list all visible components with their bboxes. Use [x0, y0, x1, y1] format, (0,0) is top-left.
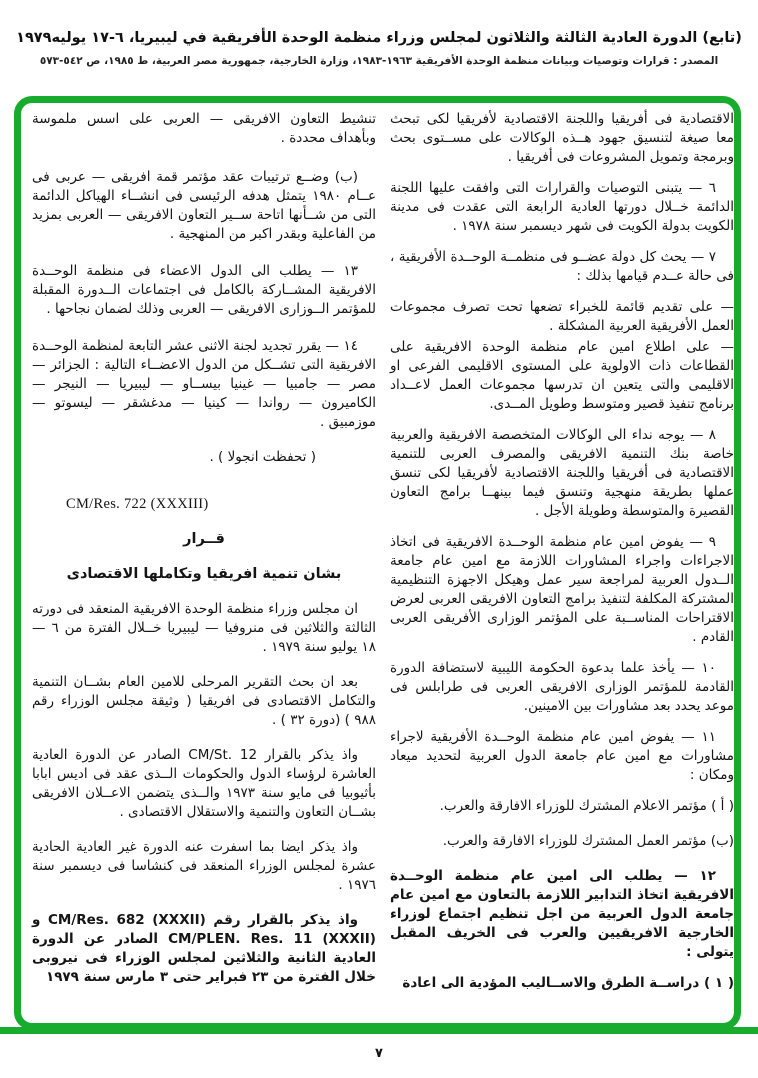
- paragraph: ( ١ ) دراســة الطرق والاســاليب المؤدية الى اعادة: [402, 975, 734, 991]
- header-source-line: المصدر : قرارات وتوصيات وبيانات منظمة الوحدة الأفريقية ١٩٦٣-١٩٨٣، وزارة الخارجية، جمهورية مصر العربية، ط ١٩٨٥، ص ٥٤٢-٥٧٣: [39, 55, 719, 67]
- left-text-column: [32, 110, 376, 999]
- paragraph: ١٢ — يطلب الى امين عام منظمة الوحــدة الافريقية اتخاذ التدابير اللازمة بالتعاون مع امين عام جامعة الدول العربية من اجل تنظيم اجتماع لوزراء الخارجية الافريقيين والعرب فى الخريف المقبل يتولى :: [390, 868, 734, 960]
- paragraph: واذ يذكر بالقرار رقم CM/Res. 682 (XXXII) و CM/PLEN. Res. 11 (XXXII) الصادر عن الدورة العادية الثانية والثلاثين لمجلس الوزراء فى نيروبى خلال الفترة من ٢٣ فبراير حتى ٣ مارس سنة ١٩٧٩: [32, 912, 376, 985]
- paragraph: (ب) وضــع ترتيبات عقد مؤتمر قمة افريقى — عربى فى عــام ١٩٨٠ يتمثل هدفه الرئيسى فى انشــاء الهياكل الدائمة التى من شــأنها اتاحة ســير التعاون الافريقى — العربى بمزيد من الفاعلية وبقدر اكبر من المنهجية .: [32, 169, 376, 242]
- paragraph: بعد ان بحث التقرير المرحلى للامين العام بشــان التنمية والتكامل الاقتصادى فى افريقيا ( وثيقة مجلس الوزراء رقم ٩٨٨ ) (دورة ٣٢ ) .: [32, 674, 376, 728]
- paragraph: — على تقديم قائمة للخبراء تضعها تحت تصرف مجموعات العمل الأفريقية العربية المشكلة .: [390, 299, 734, 334]
- paragraph: ١٠ — يأخذ علما بدعوة الحكومة الليبية لاستضافة الدورة القادمة للمؤتمر الوزارى الافريقى العربى فى طرابلس فى موعد يحدد بعد مشاورات بين الامينين.: [390, 660, 734, 714]
- page-header: [0, 30, 758, 67]
- list-item: ( أ ) مؤتمر الاعلام المشترك للوزراء الافارقة والعرب.: [439, 798, 734, 814]
- resolution-title: قــرار: [183, 531, 225, 547]
- header-session-title: (تابع) الدورة العادية الثالثة والثلاثون لمجلس وزراء منظمة الوحدة الأفريقية في ليبيريا، ٦-١٧ يوليه١٩٧٩: [16, 30, 742, 46]
- page-number: ٧: [375, 1046, 383, 1061]
- paragraph: — على اطلاع امين عام منظمة الوحدة الافريقية على القطاعات ذات الاولوية على المستوى الاقليمى الفرعى او الاقليمى والتى يتعين ان تدرسها مجموعات العمل لاعــداد برنامج تنفيذ قصير ومتوسط وطويل المــدى.: [390, 339, 734, 412]
- right-text-column: [390, 110, 734, 1005]
- paragraph: ٧ — يحث كل دولة عضــو فى منظمــة الوحــدة الأفريقية ، فى حالة عــدم قيامها بذلك :: [390, 249, 734, 284]
- paragraph: واذ يذكر بالقرار CM/St. 12 الصادر عن الدورة العادية العاشرة لرؤساء الدول والحكومات الــذى عقد فى اديس ابابا بأثيوبيا فى مايو سنة ١٩٧٣ والــذى يتضمن الاعــلان الافريقى بشــان التعاون والتنمية والاستقلال الاقتصادى .: [32, 747, 376, 820]
- list-item: (ب) مؤتمر العمل المشترك للوزراء الافارقة والعرب.: [442, 833, 734, 849]
- paragraph: ٩ — يفوض امين عام منظمة الوحــدة الافريقية فى اتخاذ الاجراءات واجراء المشاورات اللازمة مع امين عام جامعة الــدول العربية لمراجعة سير عمل وهيكل الاجهزة التنظيمية المشتركة المكلفة لتنفيذ برامج التعاون الافريقى العربى لعرض الاقتراحات المناســبة على المؤتمر الوزارى الأفريقى العربى القادم .: [390, 534, 734, 645]
- paragraph: ان مجلس وزراء منظمة الوحدة الافريقية المنعقد فى دورته الثالثة والثلاثين فى منروفيا — ليبيريا خــلال الفترة من ٦ — ١٨ يوليو سنة ١٩٧٩ .: [32, 601, 377, 655]
- resolution-number: CM/Res. 722 (XXXIII): [66, 496, 209, 512]
- bottom-green-rule: [0, 1027, 758, 1034]
- paragraph: ٨ — يوجه نداء الى الوكالات المتخصصة الافريقية والعربية خاصة بنك التنمية الافريقى والمصرف العربى للتنمية الاقتصادية فى أفريقيا واللجنة الاقتصادية لأفريقيا لكى تنسق عملها بطريقة منهجية وتنسق فيما بينهــا برامج التعاون القصيرة والمتوسطة وطويلة الأجل .: [390, 427, 734, 519]
- paragraph: ١١ — يفوض امين عام منظمة الوحــدة الأفريقية لاجراء مشاورات مع امين عام جامعة الدول العربية لتحديد ميعاد ومكان :: [390, 729, 734, 783]
- paragraph: واذ يذكر ايضا بما اسفرت عنه الدورة غير العادية الحادية عشرة لمجلس الوزراء المنعقد فى كنشاسا فى ديسمبر سنة ١٩٧٦ .: [32, 839, 376, 893]
- paragraph: الاقتصادية فى أفريقيا واللجنة الاقتصادية لأفريقيا لكى تبحث معا صيغة لتنسيق جهود هــذه الوكالات على مســتوى بحث وبرمجة وتمويل المشروعات فى أفريقيا .: [390, 111, 734, 165]
- paragraph: ٦ — يتبنى التوصيات والقرارات التى وافقت عليها اللجنة الدائمة خــلال دورتها العادية الرابعة التى عقدت فى مدينة الكويت بدولة الكويت فى شهر ديسمبر سنة ١٩٧٨ .: [390, 180, 734, 234]
- reservation-note: ( تحفظت انجولا ) .: [209, 449, 316, 465]
- paragraph: تنشيط التعاون الافريقى — العربى على اسس ملموسة وبأهداف محددة .: [32, 111, 376, 146]
- paragraph: ١٣ — يطلب الى الدول الاعضاء فى منظمة الوحــدة الافريقية المشــاركة بالكامل فى اجتماعات الــدورة المقبلة للمؤتمر الــوزارى الافريقى — العربى وذلك لضمان نجاحها .: [32, 263, 376, 317]
- resolution-subtitle: بشان تنمية افريقيا وتكاملها الاقتصادى: [66, 566, 342, 582]
- paragraph: ١٤ — يقرر تجديد لجنة الاثنى عشر التابعة لمنظمة الوحــدة الافريقية التى تشــكل من الدول الاعضــاء التالية : الجزائر — مصر — جامبيا — غينيا بيســاو — ليبيريا — النيجر — الكاميرون — رواندا — كينيا — مدغشقر — ليسوتو — موزمبيق .: [32, 338, 376, 430]
